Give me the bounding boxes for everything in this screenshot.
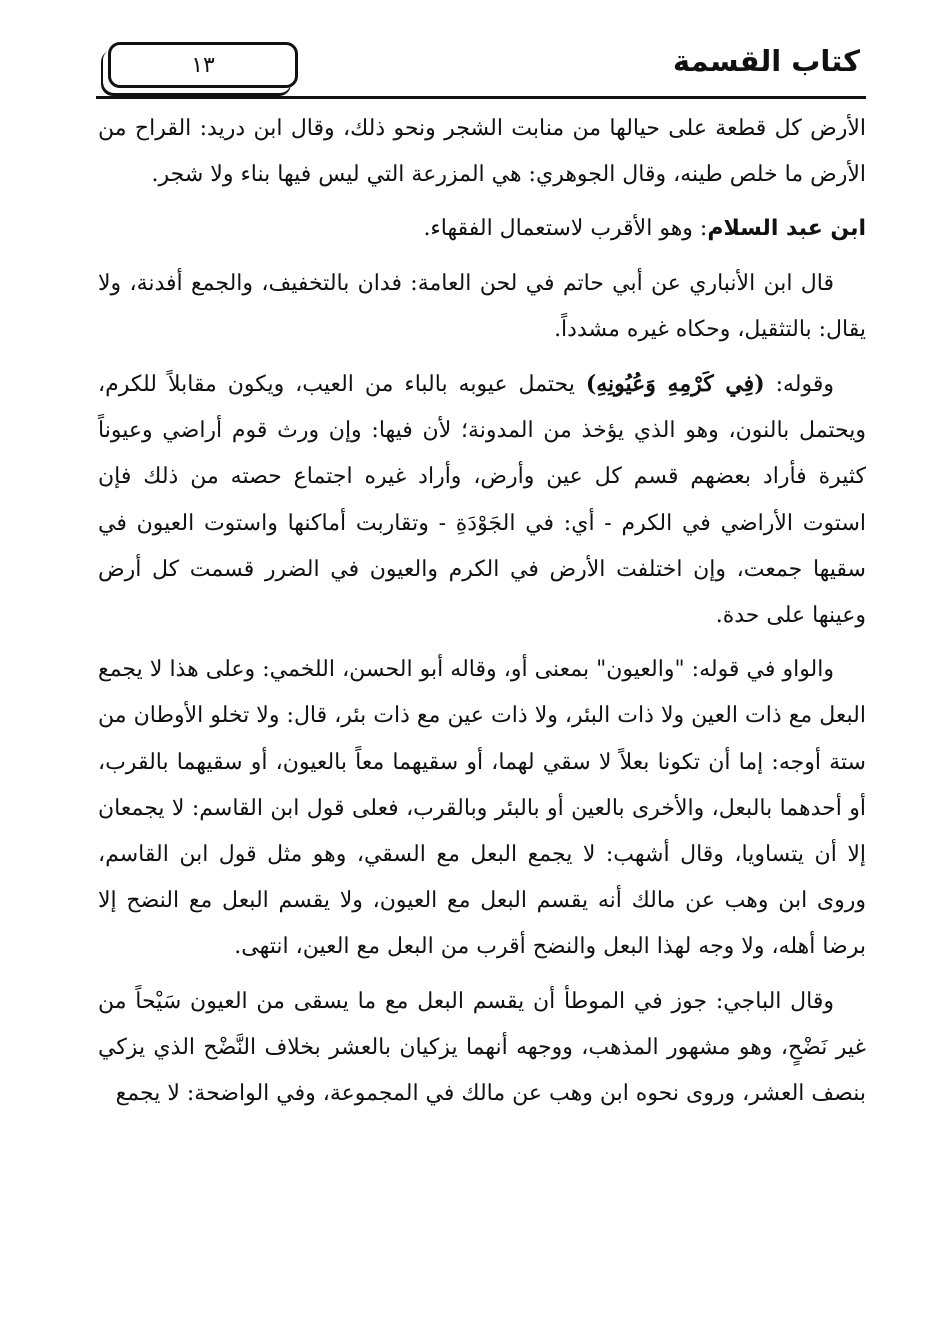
page-number: ١٣	[191, 52, 215, 78]
paragraph-text: وقال الباجي: جوز في الموطأ أن يقسم البعل مع ما يسقى من العيون سَيْحاً من غير نَضْحٍ، وهو مشهور المذهب، ووجهه أنهما يزكيان بالعشر بخلاف النَّضْح الذي يزكي بنصف العشر، وروى نحوه ابن وهب عن مالك في المجموعة، وفي الواضحة: لا يجمع	[98, 988, 866, 1107]
paragraph-lead: وقوله:	[764, 372, 834, 398]
paragraph	[98, 261, 866, 353]
header-rule	[96, 96, 866, 99]
quoted-phrase: (فِي كَرْمِهِ وَعُيُونِهِ)	[585, 371, 765, 398]
paragraph-text: الأرض كل قطعة على حيالها من منابت الشجر ونحو ذلك، وقال ابن دريد: القراح من الأرض ما خلص طينه، وقال الجوهري: هي المزرعة التي ليس فيها بناء ولا شجر.	[98, 116, 866, 188]
paragraph	[98, 647, 866, 970]
paragraph-text: : وهو الأقرب لاستعمال الفقهاء.	[423, 216, 708, 242]
page-number-box	[108, 42, 298, 88]
page-header	[96, 34, 866, 96]
body-text	[98, 106, 866, 1125]
running-title: كتاب القسمة	[672, 44, 860, 78]
paragraph-text: قال ابن الأنباري عن أبي حاتم في لحن العامة: فدان بالتخفيف، والجمع أفدنة، ولا يقال: بالتثقيل، وحكاه غيره مشدداً.	[98, 270, 866, 342]
paragraph-text: يحتمل عيوبه بالباء من العيب، ويكون مقابلاً للكرم، ويحتمل بالنون، وهو الذي يؤخذ من المدونة؛ لأن فيها: وإن ورث قوم أراضي وعيوناً كثيرة فأراد بعضهم قسم كل عين وأرض، وأراد غيره اجتماع حصته من ذلك فإن استوت الأراضي في الكرم - أي: في الجَوْدَةِ - وتقاربت أماكنها واستوت العيون في سقيها جمعت، وإن اختلفت الأرض في الكرم والعيون في الضرر قسمت كل أرض وعينها على حدة.	[98, 372, 866, 629]
paragraph	[98, 206, 866, 252]
paragraph	[98, 361, 866, 639]
paragraph-text: والواو في قوله: "والعيون" بمعنى أو، وقاله أبو الحسن، اللخمي: وعلى هذا لا يجمع البعل مع ذات العين ولا ذات البئر، ولا ذات عين مع ذات بئر، قال: ولا تخلو الأوطان من ستة أوجه: إما أن تكونا بعلاً لا سقي لهما، أو سقيهما معاً بالعيون، أو سقيهما بالقرب، أو أحدهما بالبعل، والأخرى بالعين أو بالبئر وبالقرب، فعلى قول ابن القاسم: لا يجمعان إلا أن يتساويا، وقال أشهب: لا يجمع البعل مع السقي، وهو مثل قول ابن القاسم، وروى ابن وهب عن مالك أنه يقسم البعل مع العيون، ولا يقسم البعل مع النضح إلا برضا أهله، ولا وجه لهذا البعل والنضح أقرب من البعل مع العين، انتهى.	[98, 657, 866, 960]
speaker-label: ابن عبد السلام	[707, 216, 866, 242]
paragraph	[98, 979, 866, 1118]
paragraph	[98, 106, 866, 198]
